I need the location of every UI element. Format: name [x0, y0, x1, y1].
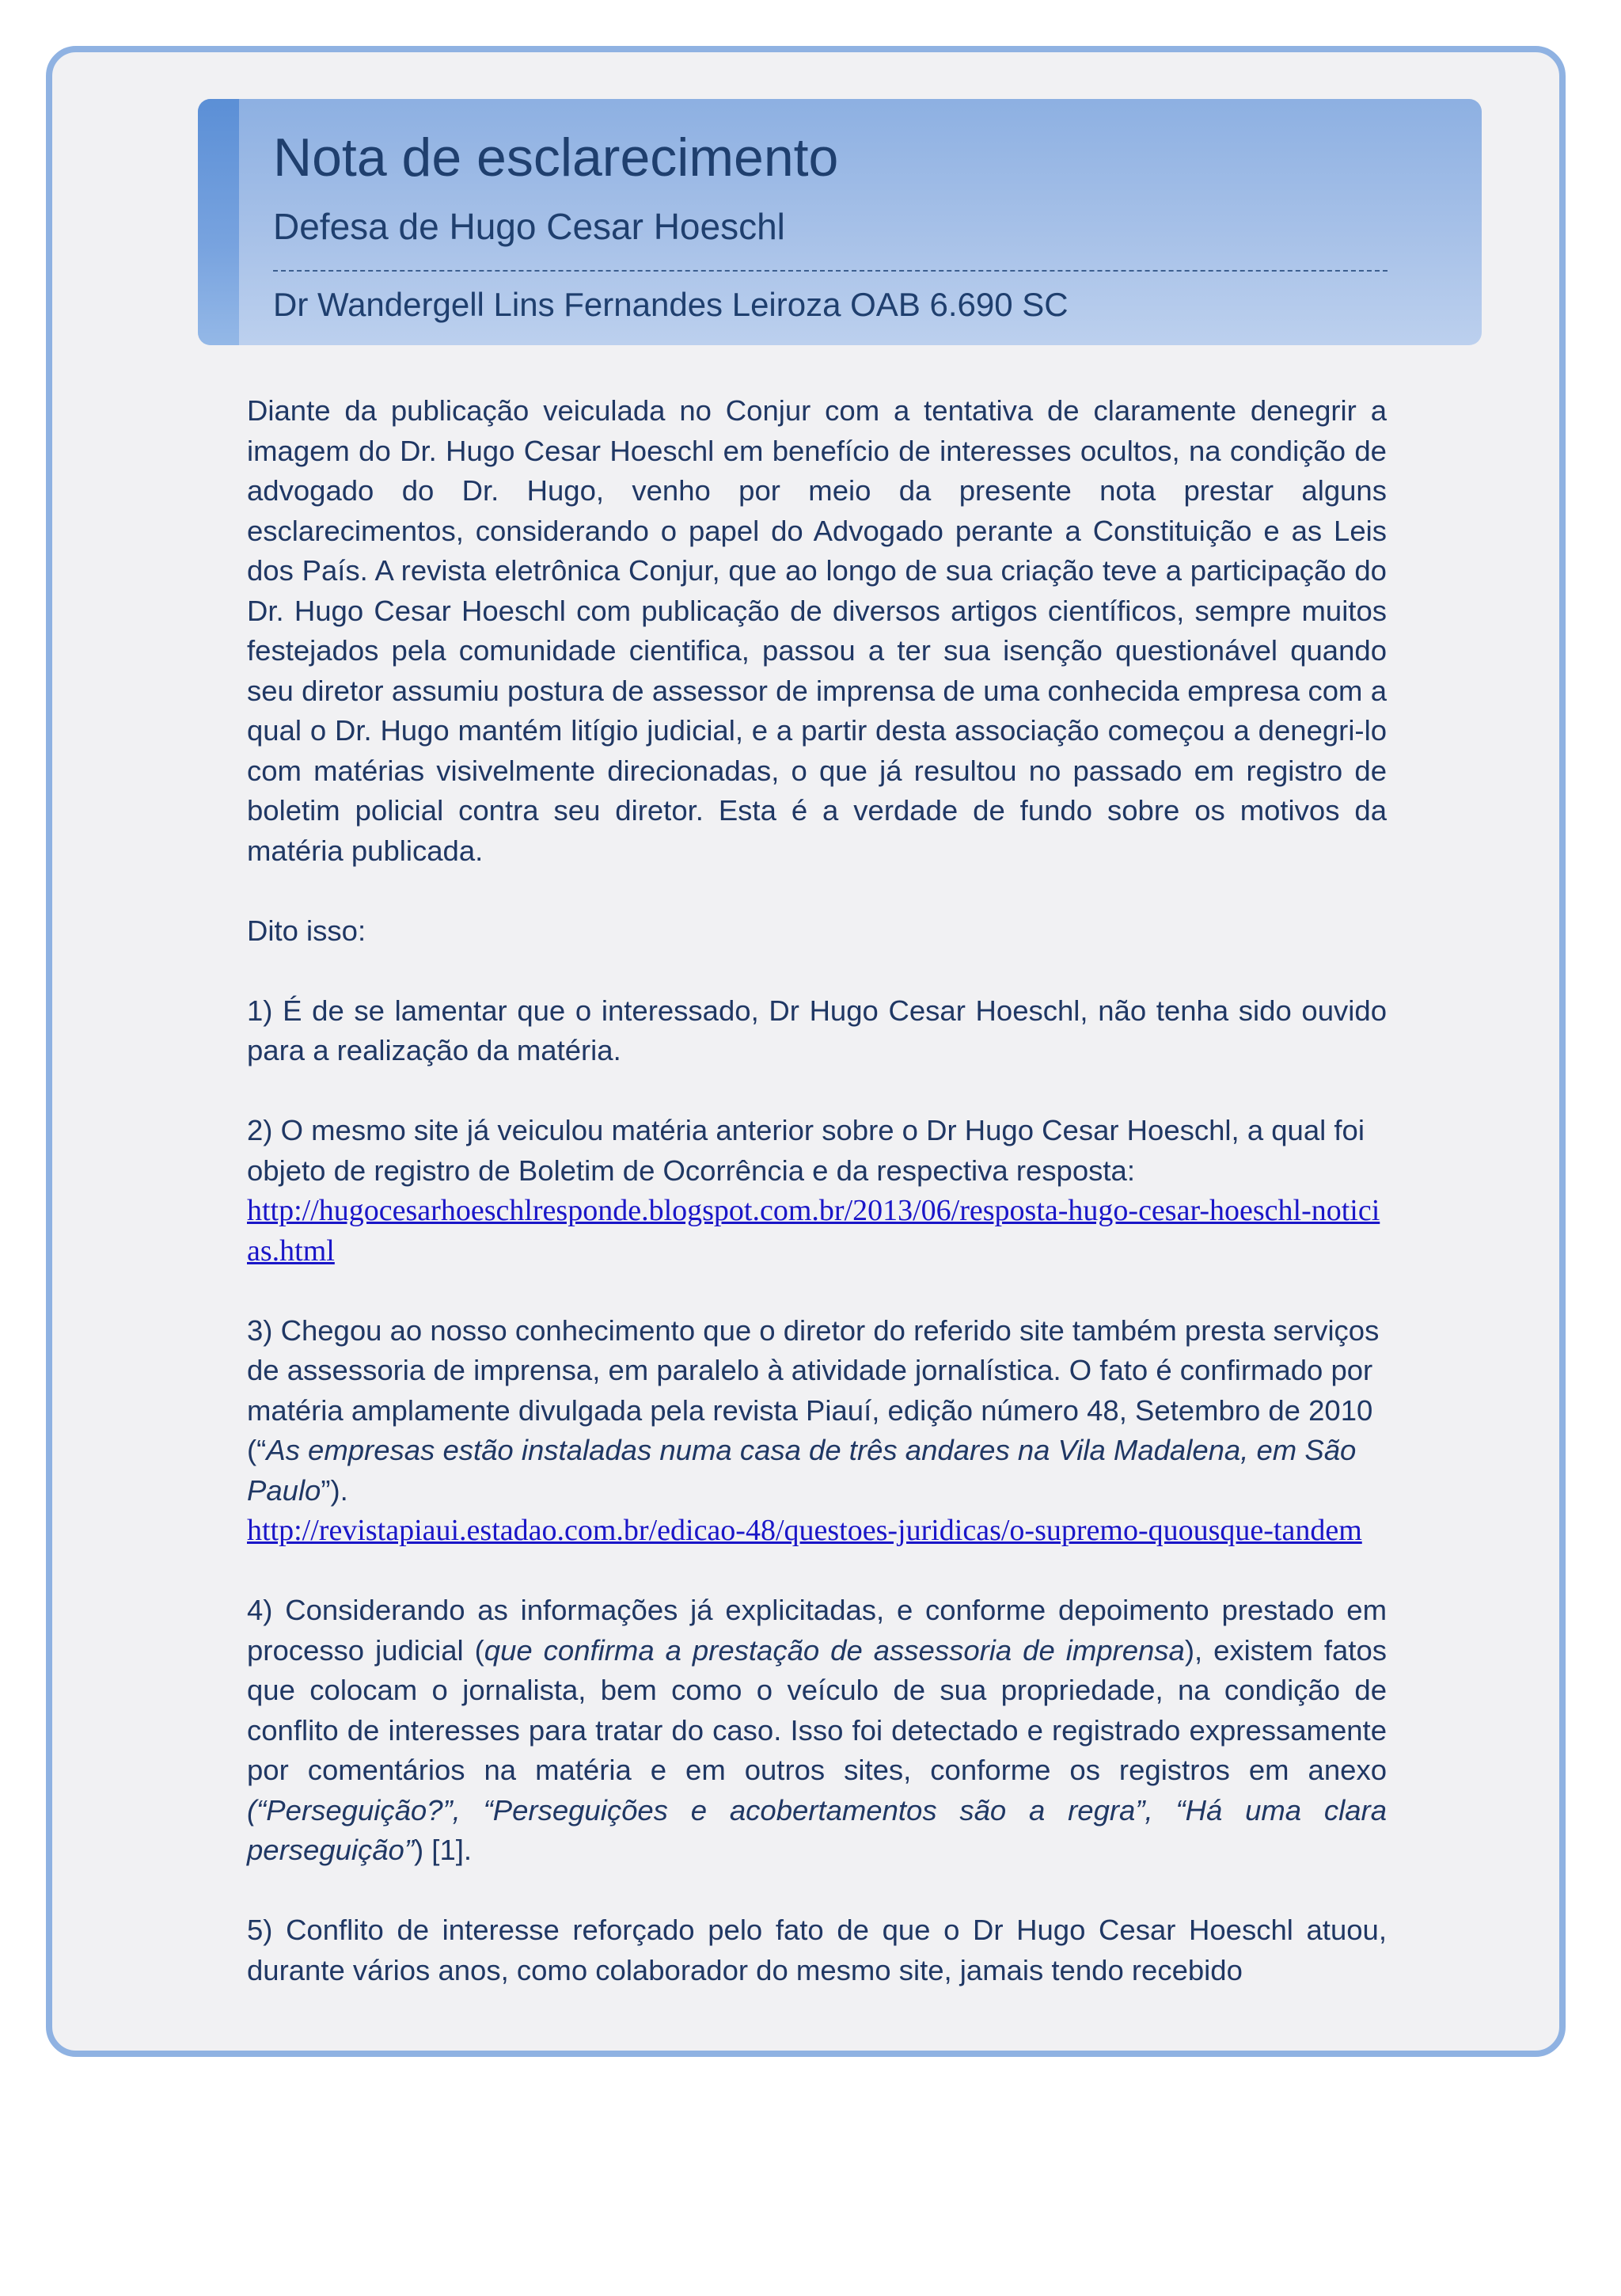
item-2-text: 2) O mesmo site já veiculou matéria anterior sobre o Dr Hugo Cesar Hoeschl, a qual foi objeto de registro de Boletim de Ocorrência e da respectiva resposta: — [247, 1114, 1365, 1187]
item-4-text-c: ) [1]. — [414, 1834, 473, 1866]
item-4-emphasis-1: que confirma a prestação de assessoria de imprensa — [484, 1633, 1185, 1667]
item-3-quote: As empresas estão instaladas numa casa de três andares na Vila Madalena, em São Paulo — [247, 1434, 1357, 1507]
document-header — [198, 99, 1482, 345]
item-1-paragraph: 1) É de se lamentar que o interessado, Dr Hugo Cesar Hoeschl, não tenha sido ouvido para a realização da matéria. — [247, 994, 1387, 1066]
header-accent-bar — [198, 99, 239, 345]
item-3-text-b: ”). — [321, 1473, 348, 1507]
dito-paragraph: Dito isso: — [247, 914, 366, 947]
item-3-link[interactable]: http://revistapiaui.estadao.com.br/edicao-48/questoes-juridicas/o-supremo-quousque-tandem — [247, 1514, 1362, 1547]
item-4-text-b: ), existem fatos que colocam o jornalista, bem como o veículo de sua propriedade, na condição de conflito de interesses para tratar do caso. Isso foi detectado e registrado expressamente por comentários na matéria e em outros sites, conforme os registros em anexo — [247, 1633, 1387, 1786]
item-2-paragraph — [247, 1111, 1387, 1271]
intro-paragraph: Diante da publicação veiculada no Conjur com a tentativa de claramente denegrir a imagem do Dr. Hugo Cesar Hoeschl em benefício de interesses ocultos, na condição de advogado do Dr. Hugo, venho por meio da presente nota prestar alguns esclarecimentos, considerando o papel do Advogado perante a Constituição e as Leis dos País. A revista eletrônica Conjur, que ao longo de sua criação teve a participação do Dr. Hugo Cesar Hoeschl com publicação de diversos artigos científicos, sempre muitos festejados pela comunidade cientifica, passou a ter sua isenção questionável quando seu diretor assumiu postura de assessor de imprensa de uma conhecida empresa com a qual o Dr. Hugo mantém litígio judicial, e a partir desta associação começou a denegri-lo com matérias visivelmente direcionadas, o que já resultou no passado em registro de boletim policial contra seu diretor. Esta é a verdade de fundo sobre os motivos da matéria publicada. — [247, 394, 1387, 867]
item-4-emphasis-2: (“Perseguição?”, “Perseguições e acobertamentos são a regra”, “Há uma clara perseguição” — [247, 1793, 1387, 1866]
item-5-paragraph: 5) Conflito de interesse reforçado pelo fato de que o Dr Hugo Cesar Hoeschl atuou, durante vários anos, como colaborador do mesmo site, jamais tendo recebido — [247, 1914, 1387, 1986]
document-title: Nota de esclarecimento — [273, 127, 839, 188]
item-2-link[interactable]: http://hugocesarhoeschlresponde.blogspot.com.br/2013/06/resposta-hugo-cesar-hoeschl-noticias.html — [247, 1194, 1380, 1268]
item-4-paragraph — [247, 1591, 1387, 1871]
document-body — [247, 391, 1387, 2031]
header-divider — [273, 270, 1388, 272]
item-4-text-a: 4) Considerando as informações já explicitadas, e conforme depoimento prestado em processo judicial ( — [247, 1594, 1387, 1667]
item-3-paragraph — [247, 1311, 1387, 1551]
item-3-text-a: 3) Chegou ao nosso conhecimento que o diretor do referido site também presta serviços de assessoria de imprensa, em paralelo à atividade jornalística. O fato é confirmado por matéria amplamente divulgada pela revista Piauí, edição número 48, Setembro de 2010 (“ — [247, 1313, 1380, 1466]
document-subtitle: Defesa de Hugo Cesar Hoeschl — [273, 206, 785, 247]
document-author: Dr Wandergell Lins Fernandes Leiroza OAB 6.690 SC — [273, 286, 1069, 323]
